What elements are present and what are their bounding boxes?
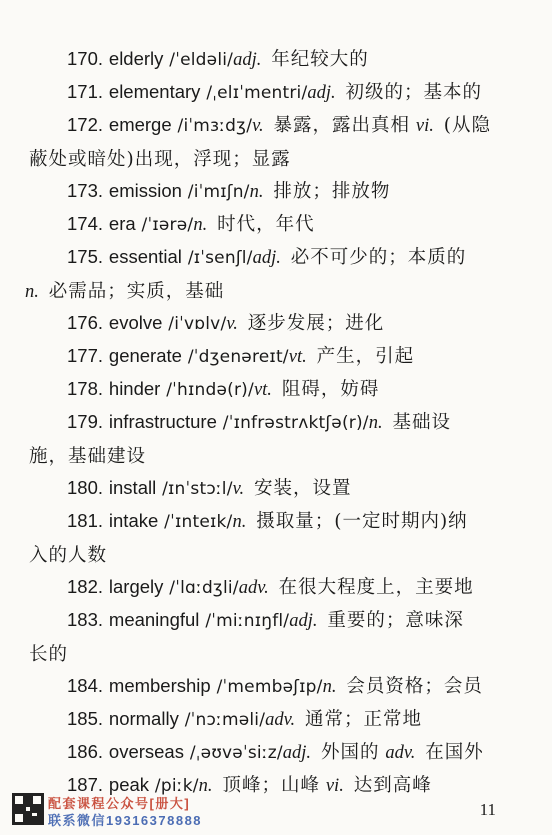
watermark-line-1: 配套课程公众号[册大] [48, 796, 191, 811]
vocab-entry [25, 471, 525, 506]
phonetic: /ˈmembəʃɪp/ [216, 677, 323, 697]
headword: meaningful [108, 609, 200, 630]
part-of-speech: v. [226, 314, 238, 334]
vocab-entry [25, 504, 525, 572]
vocab-entry [25, 702, 525, 737]
entry-first-line [25, 570, 525, 605]
part-of-speech: n. [368, 413, 383, 433]
definition: 逐步发展；进化 [247, 313, 385, 334]
phonetic: /ˈlɑːdʒli/ [169, 578, 239, 598]
entry-number: 184. [67, 675, 104, 696]
definition: 时代，年代 [217, 214, 315, 235]
entry-first-line [25, 240, 525, 275]
phonetic: /ˌəʊvəˈsiːz/ [189, 743, 283, 763]
entry-number: 181. [67, 510, 104, 531]
headword: largely [108, 576, 164, 597]
entry-continuation-line [25, 143, 525, 176]
entry-first-line [25, 174, 525, 209]
definition: 必需品；实质，基础 [48, 281, 225, 302]
definition: 排放；排放物 [273, 181, 391, 202]
entry-first-line [25, 339, 525, 374]
entry-number: 170. [67, 48, 104, 69]
part-of-speech: adv. [385, 743, 416, 763]
vocab-entry [25, 669, 525, 704]
headword: peak [108, 774, 150, 795]
definition: 初级的；基本的 [345, 82, 483, 103]
entry-first-line [25, 504, 525, 539]
definition: 阻碍，妨碍 [281, 379, 380, 400]
watermark-line-2: 联系微信19316378888 [48, 813, 203, 828]
headword: hinder [108, 378, 161, 399]
entry-continuation-line [25, 539, 525, 572]
entry-first-line [25, 702, 525, 737]
definition: 长的 [29, 644, 69, 665]
phonetic: /ˈhɪndə(r)/ [166, 380, 254, 400]
part-of-speech: n. [25, 282, 39, 302]
part-of-speech: v. [232, 479, 245, 499]
phonetic: /ˈɪərə/ [141, 215, 194, 235]
phonetic: /ˈɪnteɪk/ [164, 512, 233, 532]
phonetic: /ɪnˈstɔːl/ [162, 479, 233, 499]
part-of-speech: v. [252, 116, 264, 136]
vocab-entry [25, 339, 525, 374]
entry-first-line [25, 603, 525, 638]
part-of-speech: adj. [307, 83, 336, 103]
part-of-speech: n. [198, 776, 213, 796]
part-of-speech: adv. [265, 710, 296, 730]
definition: 会员资格；会员 [346, 676, 483, 697]
entry-first-line [25, 735, 525, 770]
definition: 暴露，露出真相 [273, 115, 410, 136]
definition: 重要的；意味深 [327, 610, 464, 631]
vocab-entry [25, 372, 525, 407]
headword: emerge [108, 114, 172, 135]
phonetic: /ˌelɪˈmentri/ [206, 83, 308, 103]
headword: elderly [108, 48, 164, 69]
part-of-speech: vt. [288, 347, 307, 367]
phonetic: /piːk/ [154, 776, 199, 796]
entry-number: 178. [67, 378, 104, 399]
part-of-speech: vi. [415, 116, 434, 136]
definition: 达到高峰 [353, 775, 432, 796]
vocab-entry [25, 603, 525, 671]
entry-number: 180. [67, 477, 104, 498]
definition: 基础设 [392, 412, 452, 433]
definition: 蔽处或暗处)出现，浮现；显露 [29, 149, 291, 170]
phonetic: /ˈeldəli/ [169, 50, 234, 70]
headword: generate [108, 345, 182, 366]
entry-first-line [25, 75, 525, 110]
part-of-speech: adj. [252, 248, 281, 268]
headword: infrastructure [108, 411, 217, 432]
entry-number: 177. [67, 345, 104, 366]
entry-number: 175. [67, 246, 104, 267]
definition: 外国的 [320, 742, 380, 763]
entry-continuation-line [25, 275, 525, 309]
vocab-entry [25, 75, 525, 110]
part-of-speech: n. [322, 677, 337, 697]
page-number: 11 [479, 800, 496, 819]
definition: 在国外 [425, 742, 484, 763]
definition: 必不可少的；本质的 [290, 247, 467, 268]
entry-number: 179. [67, 411, 104, 432]
entry-first-line [25, 471, 525, 506]
definition: 施，基础建设 [29, 446, 147, 467]
part-of-speech: adj. [233, 50, 262, 70]
entry-number: 176. [67, 312, 104, 333]
entry-first-line [25, 669, 525, 704]
headword: elementary [108, 81, 201, 102]
definition: 产生，引起 [316, 346, 415, 367]
headword: evolve [108, 312, 163, 333]
phonetic: /ɪˈsenʃl/ [187, 248, 253, 268]
definition: 入的人数 [29, 545, 108, 566]
vocab-entry [25, 405, 525, 473]
entry-first-line [25, 42, 525, 77]
entry-number: 186. [67, 741, 104, 762]
vocab-entry [25, 306, 525, 341]
part-of-speech: n. [193, 215, 208, 235]
part-of-speech: adv. [238, 578, 269, 598]
headword: intake [108, 510, 159, 531]
entry-first-line [25, 306, 525, 341]
part-of-speech: adj. [282, 743, 312, 763]
definition: 顶峰；山峰 [222, 775, 320, 796]
entry-number: 182. [67, 576, 104, 597]
entry-number: 174. [67, 213, 104, 234]
entry-number: 187. [67, 774, 104, 795]
entry-first-line [25, 372, 525, 407]
entry-number: 185. [67, 708, 104, 729]
part-of-speech: adj. [289, 611, 318, 631]
vocab-entry [25, 240, 525, 309]
entry-first-line [25, 108, 525, 143]
definition: 通常；正常地 [305, 709, 423, 730]
headword: era [108, 213, 136, 234]
phonetic: /iˈmɜːdʒ/ [177, 116, 253, 136]
definition: 摄取量；(一定时期内)纳 [256, 511, 468, 532]
vocab-entry [25, 108, 525, 176]
phonetic: /iˈmɪʃn/ [187, 182, 250, 202]
vocab-entry [25, 42, 525, 77]
headword: membership [108, 675, 211, 696]
entry-continuation-line [25, 440, 525, 473]
entry-first-line [25, 405, 525, 440]
entry-number: 183. [67, 609, 104, 630]
vocab-entry [25, 570, 525, 605]
headword: emission [108, 180, 182, 201]
vocab-entry [25, 174, 525, 209]
entry-first-line [25, 207, 525, 242]
vocab-entry [25, 735, 525, 770]
vocab-entry [25, 207, 525, 242]
headword: essential [108, 246, 182, 267]
phonetic: /ˈdʒenəreɪt/ [187, 347, 289, 367]
definition: 年纪较大的 [271, 49, 369, 70]
qr-code-icon [12, 793, 44, 825]
part-of-speech: n. [249, 182, 264, 202]
headword: normally [108, 708, 179, 729]
phonetic: /ˈnɔːməli/ [184, 710, 266, 730]
headword: overseas [108, 741, 184, 762]
definition: 在很大程度上，主要地 [278, 577, 474, 598]
part-of-speech: vt. [253, 380, 272, 400]
part-of-speech: vi. [325, 776, 344, 796]
entry-continuation-line [25, 638, 525, 671]
part-of-speech: n. [232, 512, 247, 532]
entry-number: 172. [67, 114, 104, 135]
entry-number: 171. [67, 81, 104, 102]
definition: 安装，设置 [254, 478, 352, 499]
phonetic: /ˈmiːnɪŋfl/ [205, 611, 290, 631]
definition: (从隐 [443, 115, 491, 136]
entry-number: 173. [67, 180, 104, 201]
headword: install [108, 477, 157, 498]
phonetic: /ˈɪnfrəstrʌktʃə(r)/ [222, 413, 369, 433]
phonetic: /iˈvɒlv/ [168, 314, 227, 334]
